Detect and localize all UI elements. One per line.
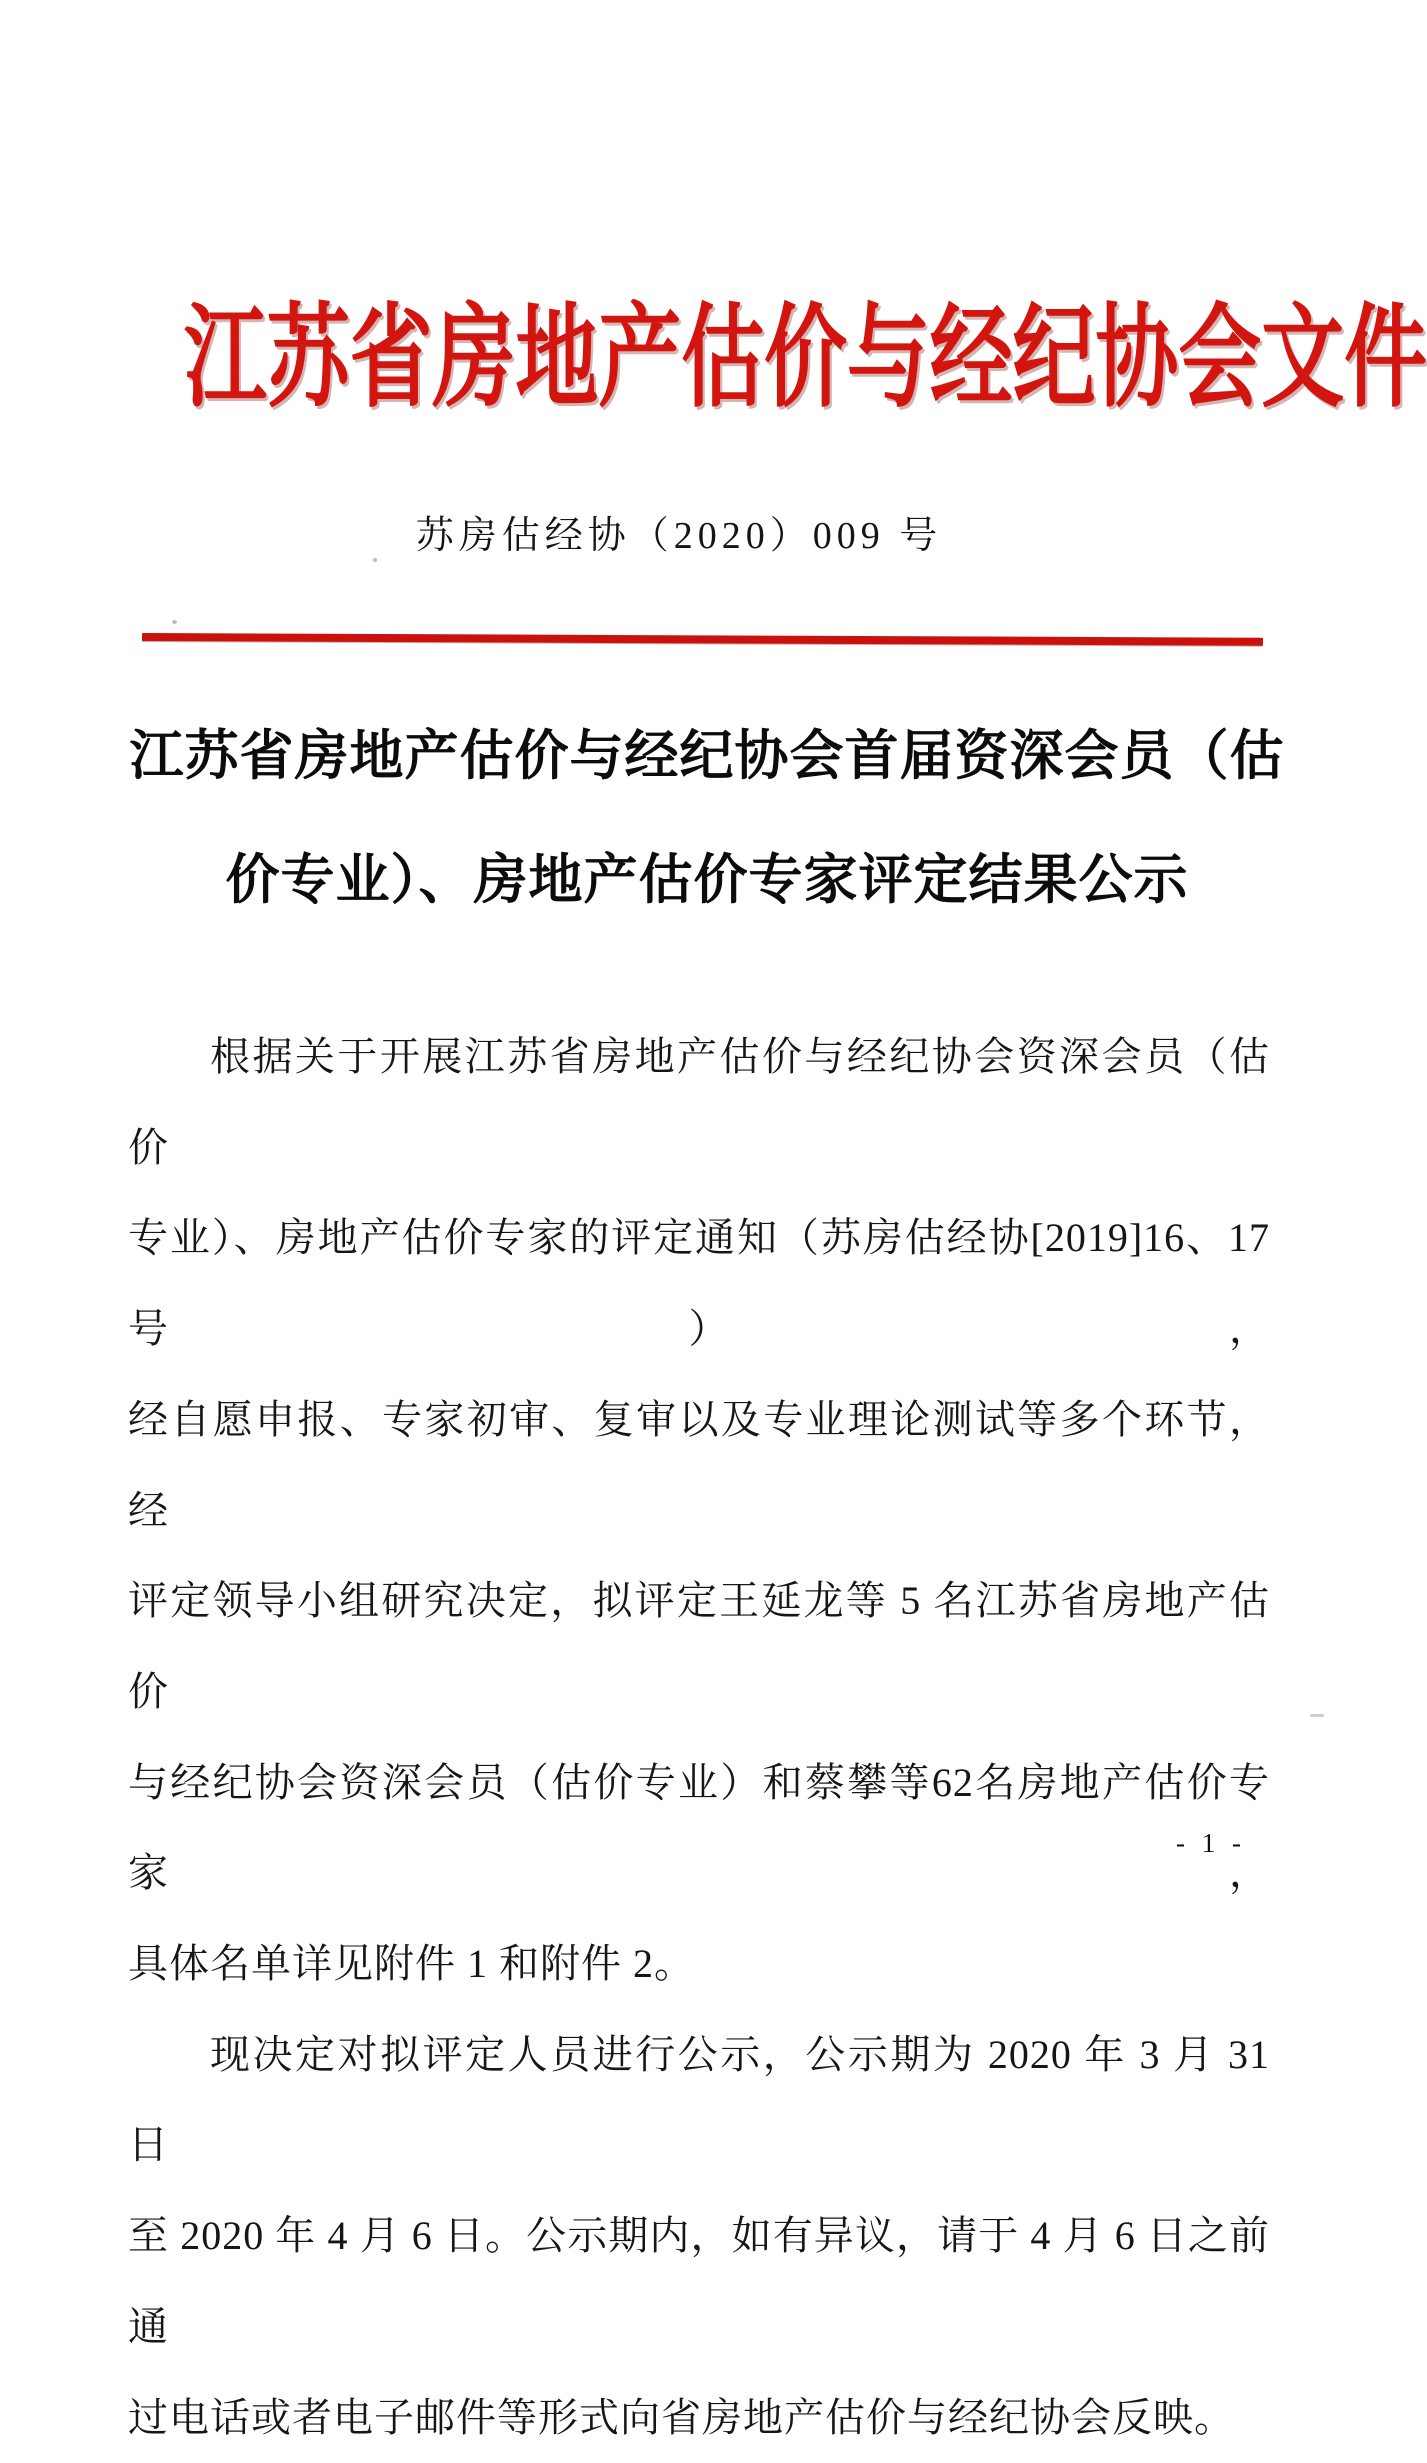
scan-speck bbox=[172, 620, 177, 624]
document-number: 苏房估经协（2020）009 号 bbox=[415, 515, 943, 557]
body-line: 经自愿申报、专家初审、复审以及专业理论测试等多个环节，经 bbox=[128, 1396, 1270, 1533]
red-divider-rule bbox=[142, 633, 1263, 646]
scan-speck bbox=[373, 558, 377, 562]
scan-speck bbox=[1310, 1714, 1324, 1717]
body-line: 现决定对拟评定人员进行公示，公示期为 2020 年 3 月 31 日 bbox=[128, 2031, 1270, 2168]
body-line: 具体名单详见附件 1 和附件 2。 bbox=[128, 1941, 695, 1987]
body-text bbox=[128, 1012, 1270, 2463]
document-title-line2: 价专业）、房地产估价专家评定结果公示 bbox=[225, 850, 1189, 910]
document-title bbox=[100, 694, 1314, 942]
document-title-line1: 江苏省房地产估价与经纪协会首届资深会员（估 bbox=[129, 726, 1285, 786]
body-line: 根据关于开展江苏省房地产估价与经纪协会资深会员（估价 bbox=[128, 1034, 1270, 1170]
body-line: 评定领导小组研究决定，拟评定王延龙等 5 名江苏省房地产估价 bbox=[128, 1578, 1270, 1714]
body-line: 至 2020 年 4 月 6 日。公示期内，如有异议，请于 4 月 6 日之前通 bbox=[128, 2213, 1270, 2349]
body-line: 过电话或者电子邮件等形式向省房地产估价与经纪协会反映。 bbox=[128, 2394, 1235, 2440]
body-line: 专业）、房地产估价专家的评定通知（苏房估经协[2019]16、17号）， bbox=[128, 1215, 1270, 1352]
letterhead-title: 江苏省房地产估价与经纪协会文件 bbox=[183, 297, 1427, 421]
page-number: - 1 - bbox=[1176, 1828, 1246, 1858]
body-line: 与经纪协会资深会员（估价专业）和蔡攀等62名房地产估价专家， bbox=[128, 1759, 1270, 1896]
